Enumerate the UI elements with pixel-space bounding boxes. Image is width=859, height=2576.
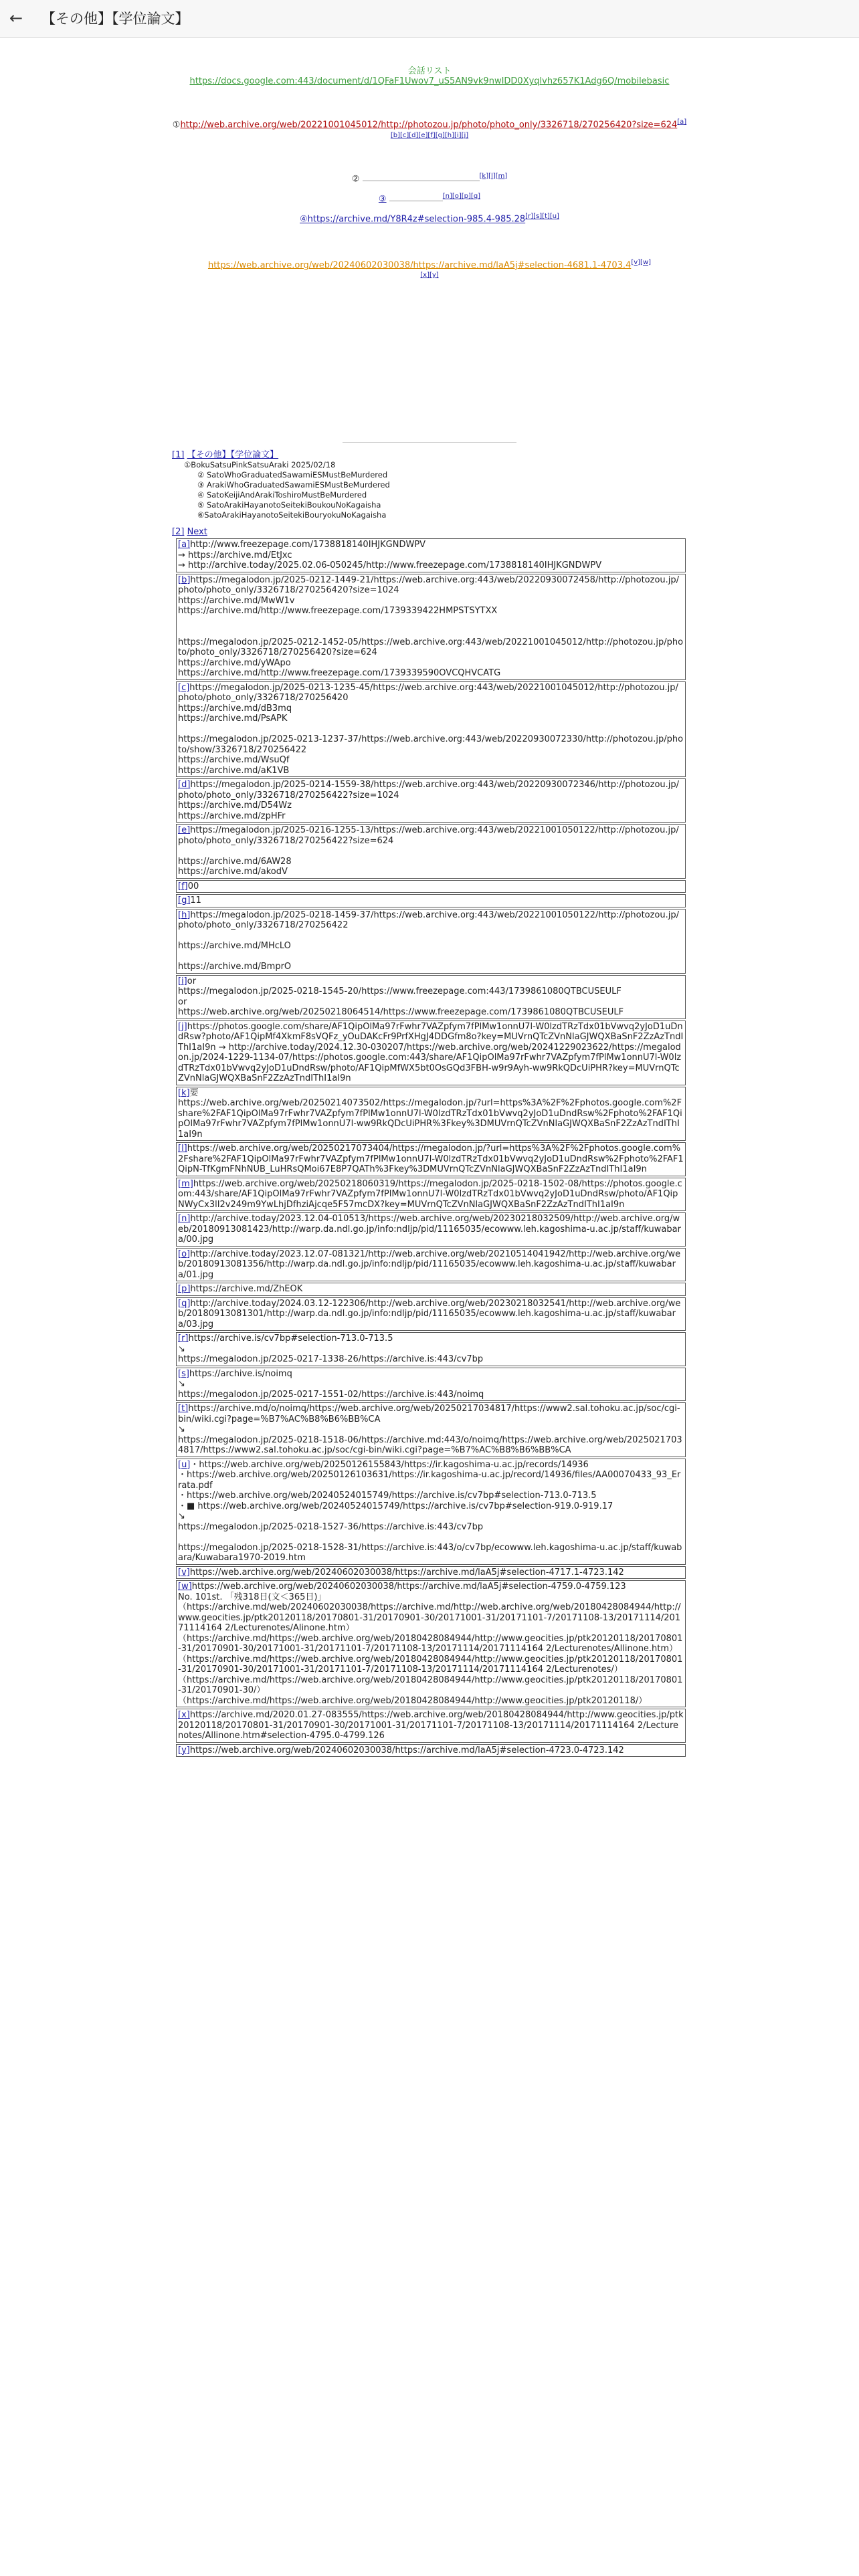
comment-label[interactable]: [d] <box>178 780 191 790</box>
comment-box-i <box>176 975 686 1019</box>
comment-label[interactable]: [e] <box>178 825 191 836</box>
comment-box-s <box>176 1368 686 1402</box>
comment-box-m <box>176 1178 686 1212</box>
item-1 <box>171 117 688 144</box>
comment-label[interactable]: [m] <box>178 1178 193 1189</box>
comments-list <box>171 538 688 1757</box>
comment-text: 要 https://web.archive.org/web/20250214073502/https://megalodon.jp/?url=https%3A%2F%2Fphotos.google.com%2Fshare%2FAF1QipOlMa97rFwhr7VAZpfym7fPlMw1onnU7l-W0lzdTRzTdx01bVwvq2yJoD1uDndRsw%2Fphoto%2FAF1QipOlMa97rFwhr7VAZpfym7fPlMw1onnU7l-ww9RkQDcUiPHR%3Fkey%3DMUVrnQTcZVnNlaGJWQXBaSnF2ZzAzTndIThI1aI9n <box>178 1087 682 1140</box>
comment-box-c <box>176 681 686 778</box>
comment-label[interactable]: [b] <box>178 574 191 585</box>
comment-text: ・https://web.archive.org/web/20250126155843/https://ir.kagoshima-u.ac.jp/records/14936 ・https://web.archive.org/web/20250126103631/https://ir.kagoshima-u.ac.jp/record/14936/files/AA00070433_93_Errata.pdf ・https://web.archive.org/web/20240524015749/https://archive.is/cv7bp#selection-713.0-713.5 ・■ https://web.archive.org/web/20240524015749/https://archive.is/cv7bp#selection-919.0-919.17 ↘ https://megalodon.jp/2025-0218-1527-36/https://archive.is:443/cv7bp https://megalodon.jp/2025-0218-1528-31/https://archive.is:443/o/cv7bp/ecowww.leh.kagoshima-u.ac.jp/staff/kuwabara/Kuwabara1970-2019.htm <box>178 1459 682 1564</box>
comment-text: http://archive.today/2023.12.04-010513/https://web.archive.org/web/20230218032509/http://web.archive.org/web/20180913081423/http://warp.da.ndl.go.jp/info:ndljp/pid/11165035/ecowww.leh.kagoshima-u.ac.jp/staff/kuwabara/00.jpg <box>178 1214 681 1245</box>
item-1-comment-refs[interactable]: [a][b][c][d][e][f][g][h][i][j] <box>390 118 687 140</box>
item-4 <box>171 211 688 225</box>
comment-box-r <box>176 1332 686 1366</box>
comment-label[interactable]: [t] <box>178 1404 189 1414</box>
footnote-1-sub-item: ⑥SatoArakiHayanotoSeitekiBouryokuNoKagaisha <box>197 510 387 520</box>
item-2-blank-line <box>363 174 480 181</box>
comment-label[interactable]: [l] <box>178 1144 187 1154</box>
item-5-comment-refs-b[interactable]: [x][y] <box>420 271 439 279</box>
comment-text: or https://megalodon.jp/2025-0218-1545-20/https://www.freezepage.com:443/1739861080QTBCUSEULF or https://web.archive.org/web/20250218064514/https://www.freezepage.com/1739861080QTBCUSEULF <box>178 976 624 1018</box>
comment-label[interactable]: [x] <box>178 1710 190 1721</box>
comment-box-l <box>176 1142 686 1176</box>
comment-label[interactable]: [p] <box>178 1284 191 1295</box>
footnote-1-link-gakui[interactable]: 【学位論文】 <box>230 450 279 461</box>
comment-box-n <box>176 1212 686 1247</box>
comment-box-q <box>176 1297 686 1331</box>
comment-text: https://archive.md/o/noimq/https://web.archive.org/web/20250217034817/https://www2.sal.tohoku.ac.jp/soc/cgi-bin/wiki.cgi?page=%B7%AC%B8%B6%BB%CA ↘ https://megalodon.jp/2025-0218-1518-06/https://archive.md:443/o/noimq/https://web.archive.org/web/20250217034817/https://www2.sal.tohoku.ac.jp/soc/cgi-bin/wiki.cgi?page=%B7%AC%B8%B6%BB%CA <box>178 1404 682 1456</box>
comment-box-u <box>176 1459 686 1565</box>
comment-box-a <box>176 538 686 572</box>
comment-text: https://megalodon.jp/2025-0218-1459-37/https://web.archive.org:443/web/20221001050122/http://photozou.jp/photo/photo_only/3326718/270256422 https://archive.md/MHcLO https://archive.md/BmprO <box>178 909 680 972</box>
item-4-link[interactable]: ④https://archive.md/Y8R4z#selection-985.4-985.28 <box>300 214 526 225</box>
comment-box-j <box>176 1021 686 1085</box>
comment-text: http://www.freezepage.com/1738818140IHJKGNDWPV → https://archive.md/EtJxc → http://archive.today/2025.02.06-050245/http://www.freezepage.com/1738818140IHJKGNDWPV <box>178 540 602 571</box>
comment-label[interactable]: [c] <box>178 682 190 693</box>
comment-text: https://web.archive.org/web/20250218060319/https://megalodon.jp/2025-0218-1502-08/https://photos.google.com:443/share/AF1QipOlMa97rFwhr7VAZpfym7fPlMw1onnU7l-W0lzdTRzTdx01bVwvq2yJoD1uDndRsw/photo/AF1QipNWyCx3lI2v249m9YwLhjDfhziAjcqe5F57mcDX?key=MUVrnQTcZVnNlaGJWQXBaSnF2ZzAzTndIThI1aI9n <box>178 1178 682 1210</box>
comment-box-g <box>176 894 686 907</box>
comment-box-w <box>176 1580 686 1707</box>
comment-box-t <box>176 1402 686 1457</box>
comment-label[interactable]: [n] <box>178 1214 191 1224</box>
comment-text: https://megalodon.jp/2025-0212-1449-21/https://web.archive.org:443/web/20220930072458/http://photozou.jp/photo/photo_only/3326718/270256420?size=1024 https://archive.md/MwW1v https://archive.md/http://www.freezepage.com/1739339422HMPSTSYTXX https://megalodon.jp/2025-0212-1452-05/https://web.archive.org:443/web/20221001045012/http://photozou.jp/photo/photo_only/3326718/270256420?size=624 https://archive.md/yWApo https://archive.md/http://www.freezepage.com/1739339590OVCQHVCATG <box>178 574 684 679</box>
comment-box-h <box>176 909 686 974</box>
comment-label[interactable]: [g] <box>178 895 191 906</box>
comment-label[interactable]: [y] <box>178 1745 190 1755</box>
comment-text: 11 <box>190 895 201 906</box>
item-3-prefix[interactable]: ③ <box>378 194 387 205</box>
comment-text: https://web.archive.org/web/20240602030038/https://archive.md/laA5j#selection-4759.0-4759.123 No. 101st. 「残318日(文＜365日)」 （https://archive.md/web/20240602030038/https://archive.md/http://web.archive.org/web/20180428084944/http://www.geocities.jp/ptk20120118/20170801-31/20170901-30/20171001-31/20171101-7/20171108-13/20171114/20171114164 2/Lecturenotes/Alinone.htm） （https://archive.md/https://web.archive.org/web/20180428084944/http://www.geocities.jp/ptk20120118/20170801-31/20170901-30/20171001-31/20171101-7/20171108-13/20171114/20171114164 2/Lecturenotes/Allinone.htm） （https://archive.md/https://web.archive.org/web/20180428084944/http://www.geocities.jp/ptk20120118/20170801-31/20170901-30/20171001-31/20171101-7/20171108-13/20171114/20171114164 2/Lecturenotes/） （https://archive.md/https://web.archive.org/web/20180428084944/http://www.geocities.jp/ptk20120118/20170801-31/20170901-30/） （https://archive.md/https://web.archive.org/web/20180428084944/http://www.geocities.jp/ptk20120118/） <box>178 1582 683 1706</box>
comment-text: https://megalodon.jp/2025-0214-1559-38/https://web.archive.org:443/web/20220930072346/http://photozou.jp/photo/photo_only/3326718/270256422?size=1024 https://archive.md/D54Wz https://archive.md/zpHFr <box>178 780 680 821</box>
footnote-2 <box>172 527 688 537</box>
comment-label[interactable]: [h] <box>178 909 191 920</box>
comment-text: https://archive.is/noimq ↘ https://megalodon.jp/2025-0217-1551-02/https://archive.is:443/noimq <box>178 1368 484 1400</box>
footnote-1-sub-item: ⑤ SatoArakiHayanotoSeitekiBoukouNoKagaisha <box>197 500 381 510</box>
google-docs-link[interactable]: https://docs.google.com:443/document/d/1QFaF1Uwov7_uS5AN9vk9nwIDD0Xyqlvhz657K1Adg6Q/mobilebasic <box>189 76 670 86</box>
comment-label[interactable]: [w] <box>178 1582 192 1592</box>
comment-box-o <box>176 1248 686 1282</box>
footnote-1-sub-item: ③ ArakiWhoGraduatedSawamiESMustBeMurdered <box>197 480 390 490</box>
comment-box-e <box>176 824 686 879</box>
comment-text: https://web.archive.org/web/20250217073404/https://megalodon.jp/?url=https%3A%2F%2Fphotos.google.com%2Fshare%2FAF1QipOlMa97rFwhr7VAZpfym7fPlMw1onnU7l-W0lzdTRzTdx01bVwvq2yJoD1uDndRsw%2Fphoto%2FAF1QipN-TfKgmFNhNUB_LuHRsQMoi67E8P7QATh%3Fkey%3DMUVrnQTcZVnNlaGJWQXBaSnF2ZzAzTndIThI1aI9n <box>178 1144 684 1175</box>
comment-label[interactable]: [v] <box>178 1567 190 1578</box>
comment-box-v <box>176 1566 686 1580</box>
back-arrow-icon[interactable]: ← <box>9 9 23 27</box>
item-2-prefix: ② <box>351 173 360 184</box>
comment-label[interactable]: [a] <box>178 540 191 550</box>
comment-label[interactable]: [s] <box>178 1368 189 1379</box>
comment-label[interactable]: [f] <box>178 881 188 891</box>
comment-text: https://megalodon.jp/2025-0216-1255-13/https://web.archive.org:443/web/20221001050122/http://photozou.jp/photo/photo_only/3326718/270256422?size=624 https://archive.md/6AW28 https://archive.md/akodV <box>178 825 679 877</box>
comment-text: 00 <box>187 881 199 891</box>
footnote-1-number[interactable]: [1] <box>172 450 185 461</box>
item-4-comment-refs[interactable]: [r][s][t][u] <box>525 213 559 221</box>
item-5 <box>171 257 688 284</box>
footnote-1-sub-item: ② SatoWhoGraduatedSawamiESMustBeMurdered <box>197 470 388 480</box>
item-1-link[interactable]: http://web.archive.org/web/20221001045012/http://photozou.jp/photo/photo_only/3326718/270256420?size=624 <box>180 120 678 130</box>
comment-label[interactable]: [u] <box>178 1459 191 1470</box>
comment-box-b <box>176 574 686 680</box>
comment-text: https://archive.is/cv7bp#selection-713.0-713.5 ↘ https://megalodon.jp/2025-0217-1338-26/https://archive.is:443/cv7bp <box>178 1333 484 1365</box>
top-bar <box>0 0 859 38</box>
comment-box-k <box>176 1087 686 1142</box>
comment-text: https://web.archive.org/web/20240602030038/https://archive.md/laA5j#selection-4723.0-4723.142 <box>189 1745 624 1755</box>
comment-label[interactable]: [k] <box>178 1087 190 1098</box>
comment-label[interactable]: [q] <box>178 1298 191 1309</box>
item-2-comment-refs[interactable]: [k][l][m] <box>479 172 508 180</box>
item-5-comment-refs-a[interactable]: [v][w] <box>631 258 652 266</box>
footnote-2-number[interactable]: [2] <box>172 527 185 538</box>
document-content <box>171 37 688 1758</box>
footnote-1 <box>172 450 688 460</box>
comment-box-p <box>176 1283 686 1296</box>
next-link[interactable]: Next <box>187 527 207 538</box>
comment-text: http://archive.today/2023.12.07-081321/http://web.archive.org/web/20210514041942/http://web.archive.org/web/20180913081356/http://warp.da.ndl.go.jp/info:ndljp/pid/11165035/ecowww.leh.kagoshima-u.ac.jp/staff/kuwabara/01.jpg <box>178 1249 681 1280</box>
item-3-blank-line <box>389 194 443 201</box>
comment-label[interactable]: [j] <box>178 1021 187 1032</box>
bunken-list-block <box>171 66 688 86</box>
footnote-1-link-sonota[interactable]: 【その他】 <box>187 450 231 461</box>
bunken-list-label: 会話リスト <box>407 66 452 76</box>
comment-box-x <box>176 1709 686 1743</box>
comment-box-f <box>176 880 686 893</box>
footnote-1-sub-item: ④ SatoKeijiAndArakiToshiroMustBeMurdered <box>197 490 367 500</box>
comment-label[interactable]: [o] <box>178 1249 191 1259</box>
item-3 <box>171 191 688 205</box>
comment-label[interactable]: [r] <box>178 1333 189 1344</box>
comment-box-y <box>176 1744 686 1757</box>
item-1-prefix: ① <box>172 120 181 130</box>
comment-text: https://web.archive.org/web/20240602030038/https://archive.md/laA5j#selection-4717.1-4723.142 <box>189 1567 624 1578</box>
comment-box-d <box>176 778 686 823</box>
item-2 <box>171 171 688 185</box>
comment-text: https://photos.google.com/share/AF1QipOlMa97rFwhr7VAZpfym7fPlMw1onnU7l-W0lzdTRzTdx01bVwvq2yJoD1uDndRsw?photo/AF1QipMf4XkmF8sVQFz_yOuDAKcFr9PrfXHgJ4DDGfm8o?key=MUVrnQTcZVnNlaGJWQXBaSnF2ZzAzTndIThI1aI9n → http://archive.today/2024.12.30-030207/https://web.archive.org/web/20241229023622/https://megalodon.jp/2024-1229-1134-07/https://photos.google.com:443/share/AF1QipOlMa97rFwhr7VAZpfym7fPlMw1onnU7l-W0lzdTRzTdx01bVwvq2yJoD1uDndRsw/photo/AF1QipMfWX5bt0OsGQd3FBH-w9r9Ayh-ww9RkQDcUiPHR?key=MUVrnQTcZVnNlaGJWQXBaSnF2ZzAzTndIThI1aI9n <box>178 1021 684 1084</box>
item-3-comment-refs[interactable]: [n][o][p][q] <box>442 192 481 200</box>
comment-text: https://archive.md/ZhEOK <box>190 1284 303 1295</box>
comment-text: https://megalodon.jp/2025-0213-1235-45/https://web.archive.org:443/web/20221001045012/http://photozou.jp/photo/photo_only/3326718/270256420 https://archive.md/dB3mq https://archive.md/PsAPK https://megalodon.jp/2025-0213-1237-37/https://web.archive.org:443/web/20220930072330/http://photozou.jp/photo/show/3326718/270256422 https://archive.md/WsuQf https://archive.md/aK1VB <box>178 682 684 776</box>
comment-text: https://archive.md/2020.01.27-083555/https://web.archive.org/web/20180428084944/http://www.geocities.jp/ptk20120118/20170801-31/20170901-30/20171001-31/20171101-7/20171108-13/20171114/20171114164 2/Lecturenotes/Allinone.htm#selection-4795.0-4799.126 <box>178 1710 684 1741</box>
comment-label[interactable]: [i] <box>178 976 187 986</box>
page-title: 【その他】【学位論文】 <box>41 11 189 27</box>
footnote-1-subtitle: ①BokuSatsuPinkSatsuAraki 2025/02/18 <box>184 460 336 470</box>
divider <box>343 442 516 443</box>
footnote-1-list <box>184 460 688 520</box>
comment-text: http://archive.today/2024.03.12-122306/http://web.archive.org/web/20230218032541/http://web.archive.org/web/20180913081301/http://warp.da.ndl.go.jp/info:ndljp/pid/11165035/ecowww.leh.kagoshima-u.ac.jp/staff/kuwabara/03.jpg <box>178 1298 681 1329</box>
item-5-link[interactable]: https://web.archive.org/web/20240602030038/https://archive.md/laA5j#selection-4681.1-4703.4 <box>207 259 632 270</box>
